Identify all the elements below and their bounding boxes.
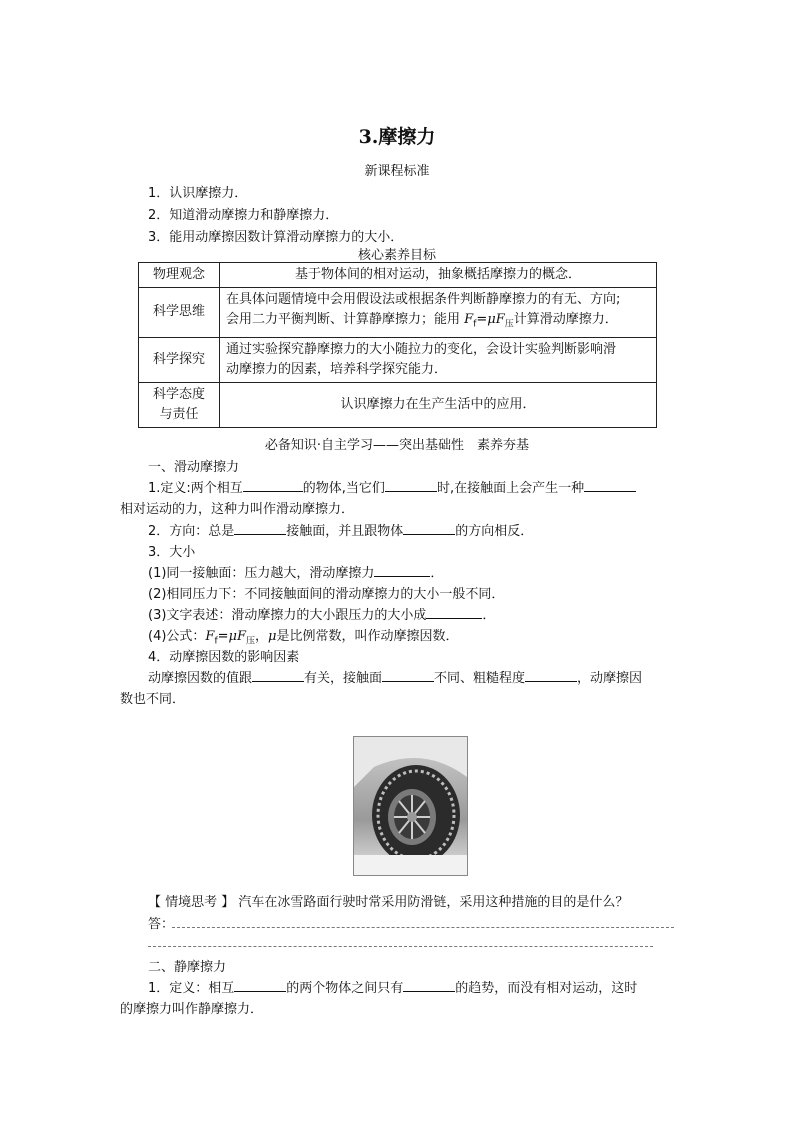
text-fragment: 2．方向：总是 [148, 524, 235, 539]
text-fragment: 不同、粗糙程度 [434, 671, 526, 686]
answer-blank[interactable] [584, 478, 636, 492]
definition-line [148, 477, 636, 496]
formula-f: F [464, 312, 474, 327]
answer-blank[interactable] [234, 521, 286, 535]
size-item-4 [148, 625, 459, 647]
text-fragment: 的方向相反． [455, 524, 534, 539]
text-fragment: 1．定义：相互 [148, 981, 235, 996]
answer-blank[interactable] [252, 668, 304, 682]
size-item-3 [148, 604, 495, 623]
answer-blank[interactable] [243, 478, 303, 492]
part1-heading: 一、滑动摩擦力 [148, 460, 240, 475]
answer-label: 答： [148, 917, 175, 932]
formula-f-sub: f [473, 319, 477, 330]
formula-mu: μ [268, 629, 277, 644]
formula-mu: μF [487, 312, 505, 327]
factor-line-cont: 数也不同． [120, 692, 186, 707]
goals-text-line2: 动摩擦力的因素，培养科学探究能力． [226, 361, 448, 377]
scenario-label: 【 情境思考 】 [148, 895, 235, 910]
size-item-2: (2)相同压力下：不同接触面间的滑动摩擦力的大小一般不同． [148, 587, 505, 602]
standard-item-3: 3．能用动摩擦因数计算滑动摩擦力的大小． [148, 230, 404, 245]
answer-blank[interactable] [382, 668, 434, 682]
definition-line-cont: 相对运动的力，这种力叫作滑动摩擦力． [120, 502, 355, 517]
goals-row [139, 382, 657, 427]
text-fragment: 1.定义:两个相互 [148, 481, 243, 496]
goals-key: 科学思维 [139, 288, 220, 338]
text-fragment: 有关，接触面 [304, 671, 383, 686]
goals-row [139, 337, 657, 382]
size-heading: 3．大小 [148, 545, 196, 560]
text-fragment: 的两个物体之间只有 [286, 981, 404, 996]
goals-row [139, 263, 657, 288]
goals-row [139, 288, 657, 338]
static-definition-cont: 的摩擦力叫作静摩擦力． [120, 1002, 264, 1017]
part2-heading: 二、静摩擦力 [148, 960, 227, 975]
goals-key-line2: 与责任 [159, 406, 199, 422]
scenario-question [148, 891, 628, 910]
factor-heading: 4．动摩擦因数的影响因素 [148, 650, 300, 665]
formula-eq: = [476, 312, 488, 327]
factor-line [148, 667, 642, 686]
text-fragment: 的趋势，而没有相对运动，这时 [455, 981, 638, 996]
answer-blank[interactable] [426, 605, 482, 619]
standards-heading: 新课程标准 [364, 164, 430, 179]
text-fragment: 的物体,当它们 [302, 481, 385, 496]
goals-key: 物理观念 [139, 263, 220, 288]
text-fragment: ． [482, 608, 496, 623]
text-fragment: 是比例常数，叫作动摩擦因数． [276, 629, 459, 644]
answer-blank[interactable] [525, 668, 577, 682]
formula-mu: μF [228, 629, 246, 644]
section-header: 必备知识·自主学习——突出基础性 素养夯基 [264, 438, 530, 453]
goals-text [220, 337, 657, 382]
standard-item-2: 2．知道滑动摩擦力和静摩擦力． [148, 208, 339, 223]
goals-text-line1: 在具体问题情境中会用假设法或根据条件判断静摩擦力的有无、方向; [226, 292, 621, 307]
answer-line[interactable] [172, 927, 674, 928]
answer-line[interactable] [148, 946, 653, 947]
text-fragment: ， [255, 629, 269, 644]
standard-item-1: 1．认识摩擦力． [148, 186, 248, 201]
direction-line [148, 520, 533, 539]
page-title: 3.摩擦力 [358, 126, 436, 148]
answer-blank[interactable] [234, 978, 286, 992]
formula-mu-sub: 压 [504, 319, 514, 330]
formula-mu-sub: 压 [246, 636, 256, 647]
goals-table [138, 262, 657, 428]
text-fragment: 动摩擦因数的值跟 [148, 671, 253, 686]
tire-chain-photo [353, 736, 468, 876]
goals-text: 认识摩擦力在生产生活中的应用． [220, 382, 657, 427]
goals-text-line1: 通过实验探究静摩擦力的大小随拉力的变化，会设计实验判断影响滑 [226, 341, 617, 357]
goals-text: 基于物体间的相对运动，抽象概括摩擦力的概念． [220, 263, 657, 288]
formula-eq: = [217, 629, 229, 644]
text-fragment: 时,在接触面上会产生一种 [436, 481, 585, 496]
answer-blank[interactable] [403, 978, 455, 992]
goals-heading: 核心素养目标 [357, 248, 436, 263]
text-fragment: (3)文字表述：滑动摩擦力的大小跟压力的大小成 [148, 608, 427, 623]
text-fragment: ，动摩擦因 [577, 671, 643, 686]
size-item-1 [148, 562, 443, 581]
text-fragment: 接触面，并且跟物体 [286, 524, 404, 539]
text-fragment: ． [430, 566, 444, 581]
formula-f: F [205, 629, 215, 644]
tire-chain-illustration [354, 737, 467, 875]
goals-text [220, 288, 657, 338]
goals-key: 科学探究 [139, 337, 220, 382]
scenario-question-text: 汽车在冰雪路面行驶时常采用防滑链，采用这种措施的目的是什么？ [234, 895, 629, 910]
answer-blank[interactable] [403, 521, 455, 535]
answer-blank[interactable] [385, 478, 437, 492]
goals-key-line1: 科学态度 [152, 386, 205, 402]
formula-f-sub: f [214, 636, 218, 647]
goals-text-line2-end: 计算滑动摩擦力． [513, 312, 618, 327]
static-definition-line [148, 977, 637, 996]
text-fragment: (1)同一接触面：压力越大，滑动摩擦力 [148, 566, 375, 581]
goals-text-line2: 会用二力平衡判断、计算静摩擦力；能用 [226, 312, 461, 327]
text-fragment: (4)公式： [148, 629, 206, 644]
answer-blank[interactable] [374, 563, 430, 577]
goals-key [139, 382, 220, 427]
